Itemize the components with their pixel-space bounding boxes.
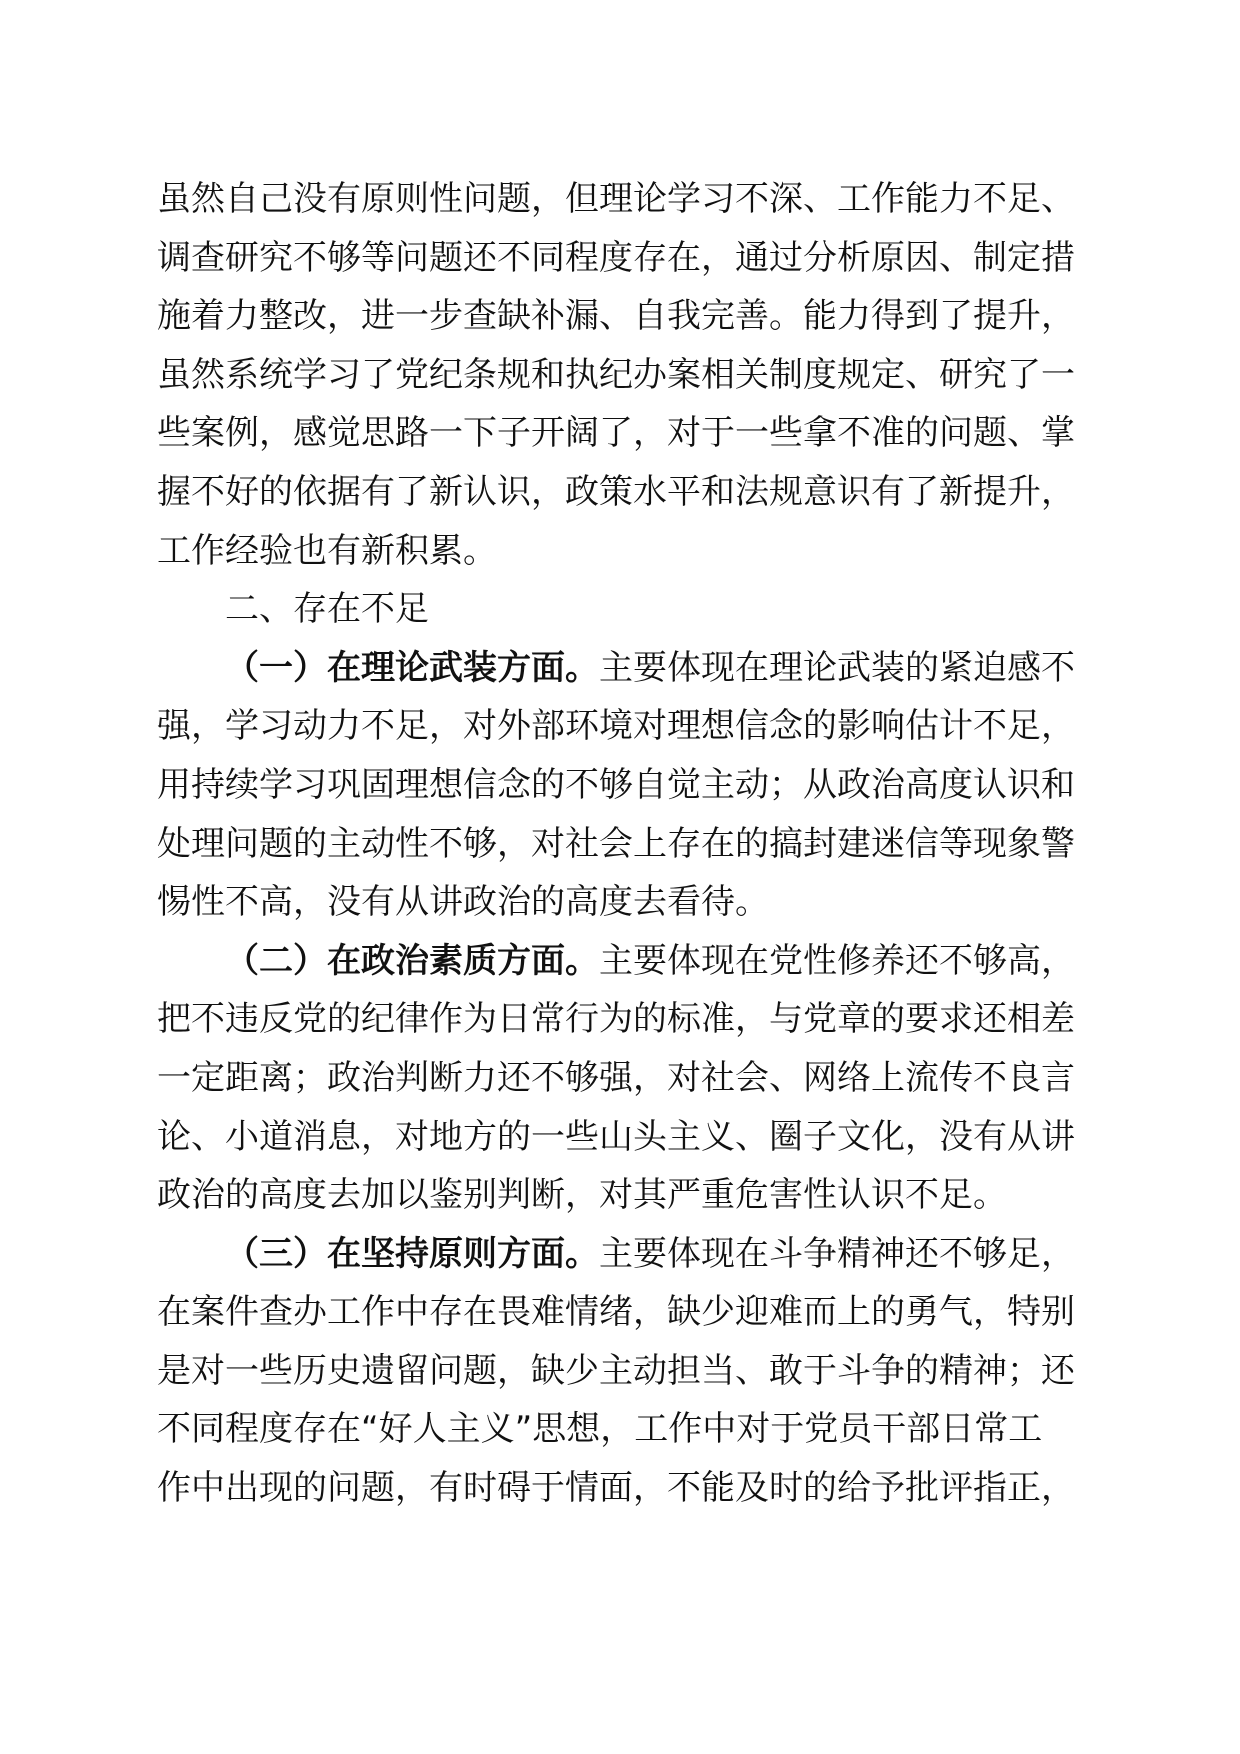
document-page [157,170,1075,1518]
text-line: 作中出现的问题，有时碍于情面，不能及时的给予批评指正， [157,1468,1075,1509]
section-heading [157,580,1063,639]
text-line: 施着力整改，进一步查缺补漏、自我完善。能力得到了提升， [157,296,1075,337]
text-line: 握不好的依据有了新认识，政策水平和法规意识有了新提升， [157,471,1075,512]
paragraph-continuation [157,170,1075,580]
text-line: 是对一些历史遗留问题，缺少主动担当、敢于斗争的精神；还 [157,1350,1075,1391]
section-heading-text: 二、存在不足 [225,589,429,630]
text-line: 把不违反党的纪律作为日常行为的标准，与党章的要求还相差 [157,999,1075,1040]
paragraph-first-line-text: 主要体现在理论武装的紧迫感不 [599,647,1075,688]
text-line: 政治的高度去加以鉴别判断，对其严重危害性认识不足。 [157,1175,1007,1216]
text-line: 调查研究不够等问题还不同程度存在，通过分析原因、制定措 [157,237,1075,278]
paragraph-politics [157,932,1075,1225]
paragraph-principles [157,1225,1075,1518]
text-line: 虽然系统学习了党纪条规和执纪办案相关制度规定、研究了一 [157,354,1075,395]
text-line: 在案件查办工作中存在畏难情绪，缺少迎难而上的勇气，特别 [157,1292,1075,1333]
paragraph-lead-heading: （三）在坚持原则方面。 [225,1233,599,1274]
paragraph-lead-heading: （二）在政治素质方面。 [225,940,599,981]
text-line: 不同程度存在“好人主义”思想，工作中对于党员干部日常工 [157,1409,1043,1450]
paragraph-first-line-text: 主要体现在党性修养还不够高， [599,940,1075,981]
text-line: 处理问题的主动性不够，对社会上存在的搞封建迷信等现象警 [157,823,1075,864]
paragraph-lead-heading: （一）在理论武装方面。 [225,647,599,688]
text-line: 强，学习动力不足，对外部环境对理想信念的影响估计不足， [157,706,1075,747]
text-line: 工作经验也有新积累。 [157,530,497,571]
paragraph-first-line [157,1225,1075,1284]
paragraph-first-line [157,932,1075,991]
paragraph-first-line-text: 主要体现在斗争精神还不够足， [599,1233,1075,1274]
paragraph-theory [157,639,1075,932]
text-line: 虽然自己没有原则性问题，但理论学习不深、工作能力不足、 [157,179,1075,219]
text-line: 些案例，感觉思路一下子开阔了，对于一些拿不准的问题、掌 [157,413,1075,454]
text-line: 用持续学习巩固理想信念的不够自觉主动；从政治高度认识和 [157,764,1075,805]
paragraph-first-line [157,639,1075,698]
text-line: 一定距离；政治判断力还不够强，对社会、网络上流传不良言 [157,1057,1075,1098]
text-line: 惕性不高，没有从讲政治的高度去看待。 [157,882,769,923]
text-line: 论、小道消息，对地方的一些山头主义、圈子文化，没有从讲 [157,1116,1075,1157]
